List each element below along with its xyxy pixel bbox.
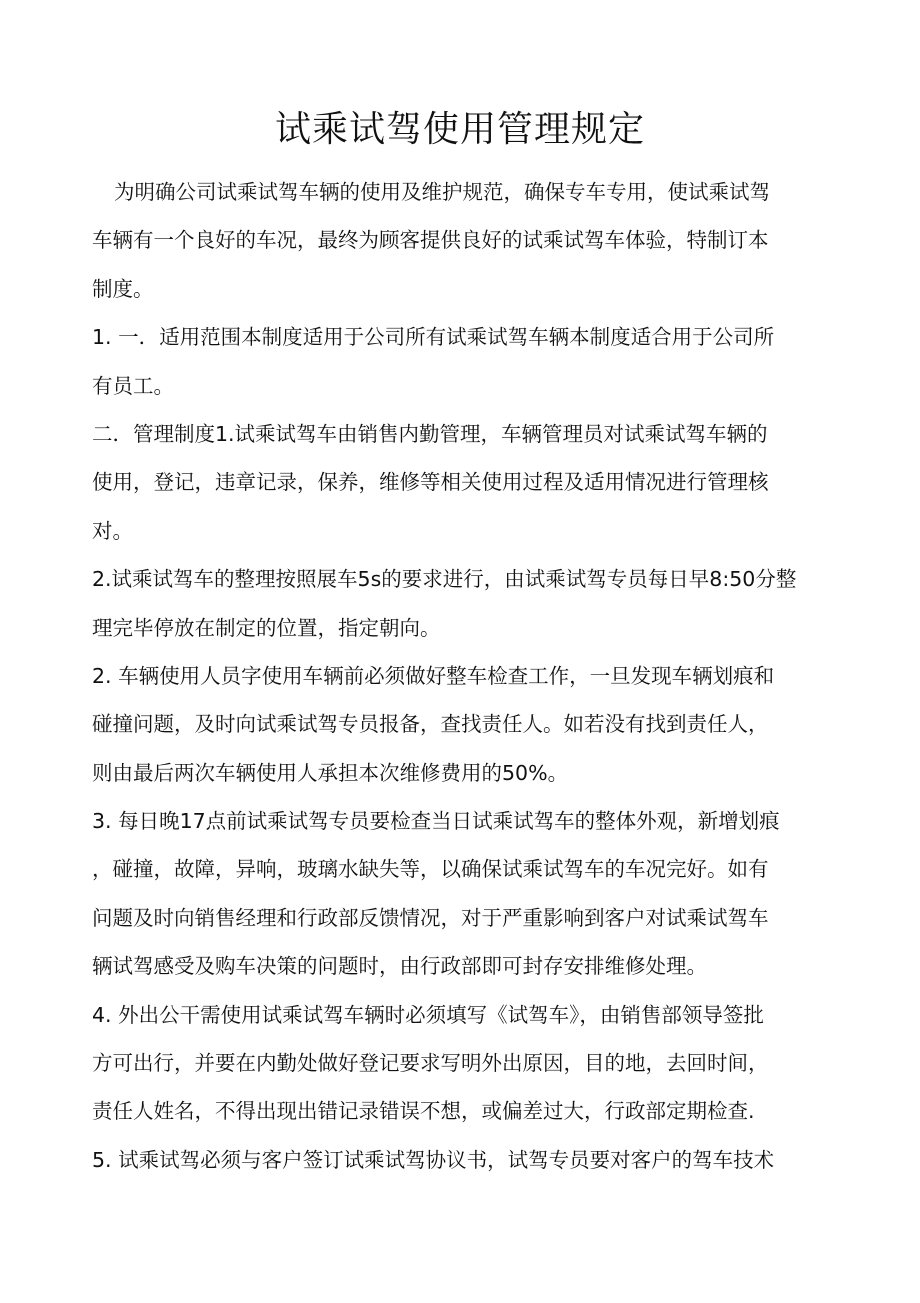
- paragraph-line: 碰撞问题，及时向试乘试驾专员报备，查找责任人。如若没有找到责任人，: [92, 712, 769, 737]
- paragraph-line: 有员工。: [92, 373, 174, 398]
- paragraph-line: 对。: [92, 518, 133, 543]
- paragraph-line: 2. 车辆使用人员字使用车辆前必须做好整车检查工作，一旦发现车辆划痕和: [92, 663, 775, 688]
- paragraph-line: 制度。: [92, 276, 154, 301]
- document-title: 试乘试驾使用管理规定: [274, 109, 645, 150]
- document-body: [92, 168, 814, 1184]
- paragraph-line: 1. 一．适用范围本制度适用于公司所有试乘试驾车辆本制度适合用于公司所: [92, 325, 775, 350]
- paragraph-line: 问题及时向销售经理和行政部反馈情况，对于严重影响到客户对试乘试驾车: [92, 905, 769, 930]
- paragraph-line: 二．管理制度1.试乘试驾车由销售内勤管理，车辆管理员对试乘试驾车辆的: [92, 421, 768, 446]
- paragraph-line: 使用，登记，违章记录，保养，维修等相关使用过程及适用情况进行管理核: [92, 470, 769, 495]
- paragraph-line: 5. 试乘试驾必须与客户签订试乘试驾协议书，试驾专员要对客户的驾车技术: [92, 1147, 775, 1172]
- paragraph-line: 4. 外出公干需使用试乘试驾车辆时必须填写《试驾车》，由销售部领导签批: [92, 1002, 764, 1027]
- paragraph-line: 理完毕停放在制定的位置，指定朝向。: [92, 615, 441, 640]
- paragraph-line: 3. 每日晚17点前试乘试驾专员要检查当日试乘试驾车的整体外观，新增划痕: [92, 809, 780, 834]
- paragraph-line: 则由最后两次车辆使用人承担本次维修费用的50%。: [92, 760, 569, 785]
- paragraph-line: 责任人姓名，不得出现出错记录错误不想，或偏差过大，行政部定期检查.: [92, 1099, 755, 1124]
- paragraph-line: 方可出行，并要在内勤处做好登记要求写明外出原因，目的地，去回时间，: [92, 1051, 769, 1076]
- paragraph-line: 辆试驾感受及购车决策的问题时，由行政部即可封存安排维修处理。: [92, 954, 707, 979]
- paragraph-line: ，碰撞，故障，异响，玻璃水缺失等，以确保试乘试驾车的车况完好。如有: [92, 857, 769, 882]
- paragraph-line: 车辆有一个良好的车况，最终为顾客提供良好的试乘试驾车体验，特制订本: [92, 228, 769, 253]
- paragraph-line: 2.试乘试驾车的整理按照展车5s的要求进行，由试乘试驾专员每日早8:50分整: [92, 567, 797, 592]
- paragraph-line: 为明确公司试乘试驾车辆的使用及维护规范，确保专车专用，使试乘试驾: [114, 180, 770, 204]
